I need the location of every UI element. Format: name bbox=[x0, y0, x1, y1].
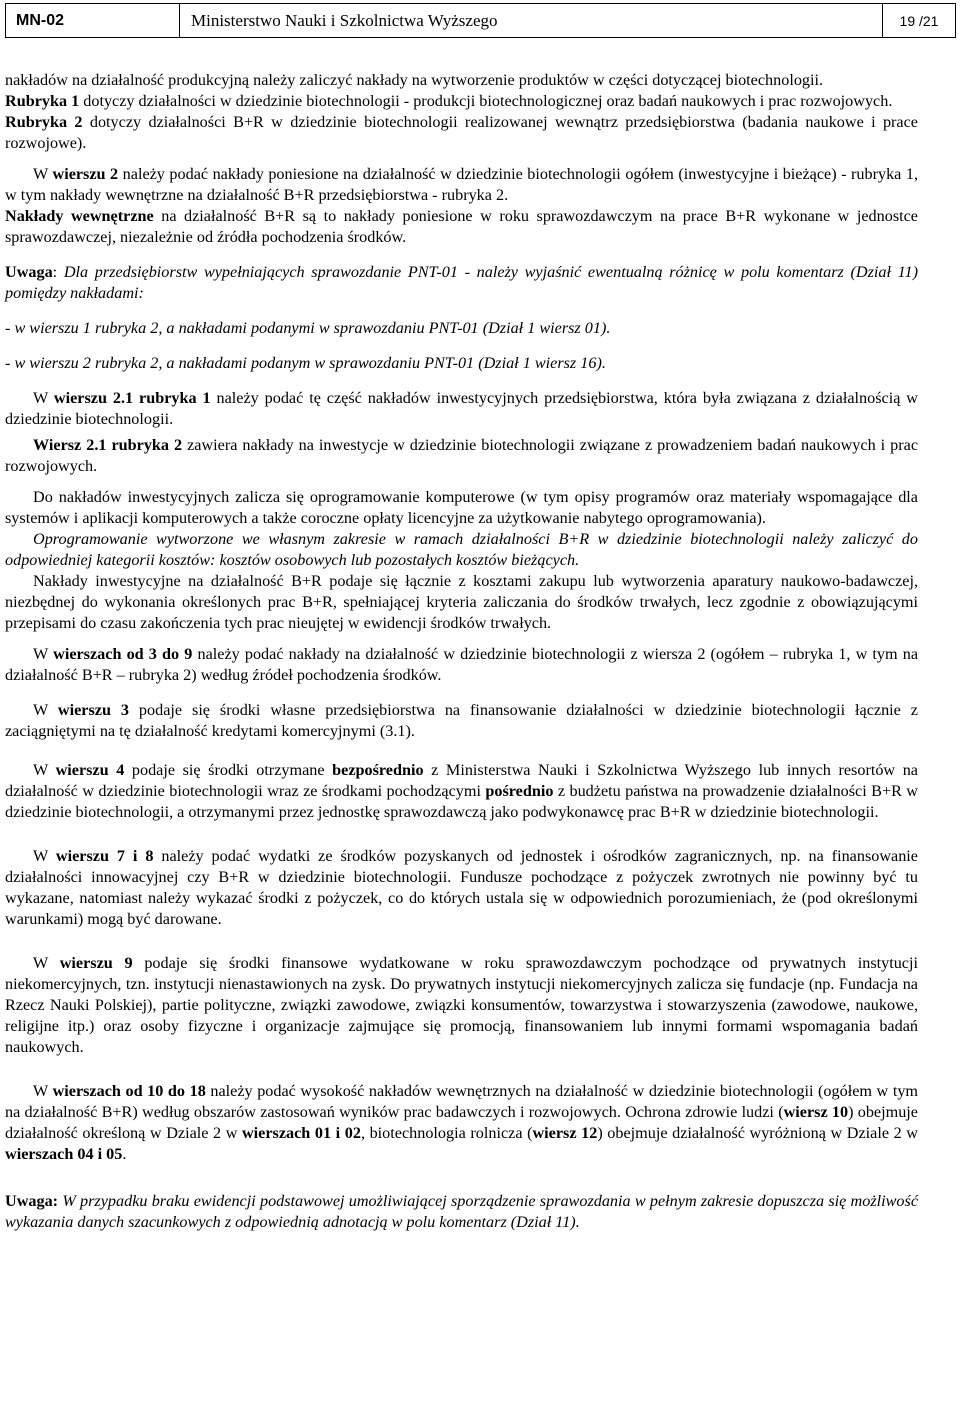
page-number: 19 /21 bbox=[899, 12, 939, 29]
paragraph-wiersze-3-9: W wierszach od 3 do 9 należy podać nakłady na działalność w dziedzinie biotechnologii z wiersza 2 (ogółem – rubryka 1, w tym na działalność B+R – rubryka 2) według źródeł pochodzenia środków. bbox=[5, 645, 919, 684]
paragraph-wiersz-4: W wierszu 4 podaje się środki otrzymane bezpośrednio z Ministerstwa Nauki i Szkolnictwa Wyższego lub innych resortów na działalność w dziedzinie biotechnologii wraz ze środkami pochodzącymi pośrednio z budżetu państwa na prowadzenie działalności B+R w dziedzinie biotechnologii, a otrzymanymi przez jednostkę sprawozdawczą jako podwykonawcę prac B+R w dziedzinie biotechnologii. bbox=[5, 761, 919, 821]
paragraph-rubryka-1: Rubryka 1 dotyczy działalności w dziedzinie biotechnologii - produkcji biotechnologicznej oraz badań naukowych i prac rozwojowych. bbox=[5, 92, 893, 110]
paragraph-oprogramowanie: Do nakładów inwestycyjnych zalicza się oprogramowanie komputerowe (w tym opisy programów oraz materiały wspomagające dla systemów i aplikacji komputerowych a także coroczne opłaty licencyjne za użytkowanie nabytego oprogramowania). bbox=[5, 488, 918, 527]
list-item: - w wierszu 2 rubryka 2, a nakładami podanym w sprawozdaniu PNT-01 (Dział 1 wiersz 16). bbox=[5, 354, 606, 372]
paragraph-wiersz-3: W wierszu 3 podaje się środki własne przedsiębiorstwa na finansowanie działalności w dziedzinie biotechnologii łącznie z zaciągniętymi na tę działalność kredytami komercyjnymi (3.1). bbox=[5, 701, 918, 740]
paragraph-rubryka-2: Rubryka 2 dotyczy działalności B+R w dziedzinie biotechnologii realizowanej wewnątrz przedsiębiorstwa (badania naukowe i prace rozwojowe). bbox=[5, 113, 918, 152]
paragraph-naklady-inwestycyjne: Nakłady inwestycyjne na działalność B+R podaje się łącznie z kosztami zakupu lub wytworzenia aparatury naukowo-badawczej, niezbędnej do wykonania określonych prac B+R, spełniającej kryteria zaliczania do środków trwałych, lecz zgodnie z obowiązującymi przepisami do czasu zakończenia tych prac nieujętej w ewidencji środków trwałych. bbox=[5, 572, 918, 632]
ministry-name: Ministerstwo Nauki i Szkolnictwa Wyższego bbox=[180, 4, 883, 37]
paragraph-wiersz-9: W wierszu 9 podaje się środki finansowe wydatkowane w roku sprawozdawczym pochodzące od prywatnych instytucji niekomercyjnych, tzn. instytucji nienastawionych na zysk. Do prywatnych instytucji niekomercyjnych zalicza się fundacje (np. Fundacja na Rzecz Nauki Polskiej), partie polityczne, związki zawodowe, związki konsumentów, towarzystwa i stowarzyszenia (zawodowe, naukowe, religijne itp.) oraz osoby fizyczne i organizacje zajmujące się promocją, finansowaniem lub innymi formami wspomagania badań naukowych. bbox=[5, 954, 918, 1056]
paragraph-wiersz-7-8: W wierszu 7 i 8 należy podać wydatki ze środków pozyskanych od jednostek i ośrodków zagranicznych, np. na finansowanie działalności innowacyjnej czy B+R w dziedzinie biotechnologii. Fundusze pochodzące z pożyczek zwrotnych nie powinny być tu wykazane, natomiast należy wykazać środki z pożyczek, co do których ustala się w odpowiednich porozumieniach, że (pod określonymi warunkami) mogą być darowane. bbox=[5, 847, 918, 928]
paragraph-naklady-wewnetrzne: Nakłady wewnętrzne na działalność B+R są to nakłady poniesione w roku sprawozdawczym na prace B+R wykonane w jednostce sprawozdawczej, niezależnie od źródła pochodzenia środków. bbox=[5, 207, 918, 246]
list-item: - w wierszu 1 rubryka 2, a nakładami podanymi w sprawozdaniu PNT-01 (Dział 1 wiersz 01). bbox=[5, 319, 611, 337]
paragraph-wiersz-2-1-rubryka-1: W wierszu 2.1 rubryka 1 należy podać tę część nakładów inwestycyjnych przedsiębiorstwa, która była związana z działalnością w dziedzinie biotechnologii. bbox=[5, 389, 918, 428]
paragraph-oprogramowanie-wlasne: Oprogramowanie wytworzone we własnym zakresie w ramach działalności B+R w dziedzinie biotechnologii należy zaliczyć do odpowiedniej kategorii kosztów: kosztów osobowych lub pozostałych kosztów bieżących. bbox=[5, 530, 918, 569]
paragraph-uwaga-szacunki: Uwaga: W przypadku braku ewidencji podstawowej umożliwiającej sporządzenie sprawozdania w pełnym zakresie dopuszcza się możliwość wykazania danych szacunkowych z odpowiednią adnotacją w polu komentarz (Dział 11). bbox=[5, 1192, 919, 1231]
paragraph: nakładów na działalność produkcyjną należy zaliczyć nakłady na wytworzenie produktów w części dotyczącej biotechnologii. bbox=[5, 71, 824, 89]
paragraph-wiersz-2: W wierszu 2 należy podać nakłady poniesione na działalność w dziedzinie biotechnologii ogółem (inwestycyjne i bieżące) - rubryka 1, w tym nakłady wewnętrzne na działalność B+R przedsiębiorstwa - rubryka 2. bbox=[5, 165, 918, 204]
paragraph-wiersz-2-1-rubryka-2: Wiersz 2.1 rubryka 2 zawiera nakłady na inwestycje w dziedzinie biotechnologii związane z prowadzeniem badań naukowych i prac rozwojowych. bbox=[5, 436, 919, 475]
paragraph-wiersze-10-18: W wierszach od 10 do 18 należy podać wysokość nakładów wewnętrznych na działalność w dziedzinie biotechnologii (ogółem w tym na działalność B+R) według obszarów zastosowań wyników prac badawczych i rozwojowych. Ochrona zdrowie ludzi (wiersz 10) obejmuje działalność określoną w Dziale 2 w wierszach 01 i 02, biotechnologia rolnicza (wiersz 12) obejmuje działalność wyróżnioną w Dziale 2 w wierszach 04 i 05. bbox=[5, 1082, 919, 1163]
page-header bbox=[5, 3, 956, 38]
form-code: MN-02 bbox=[6, 4, 180, 37]
document-body bbox=[5, 70, 918, 1233]
paragraph-uwaga: Uwaga: Dla przedsiębiorstw wypełniających sprawozdanie PNT-01 - należy wyjaśnić ewentualną różnicę w polu komentarz (Dział 11) pomiędzy nakładami: bbox=[5, 263, 918, 302]
